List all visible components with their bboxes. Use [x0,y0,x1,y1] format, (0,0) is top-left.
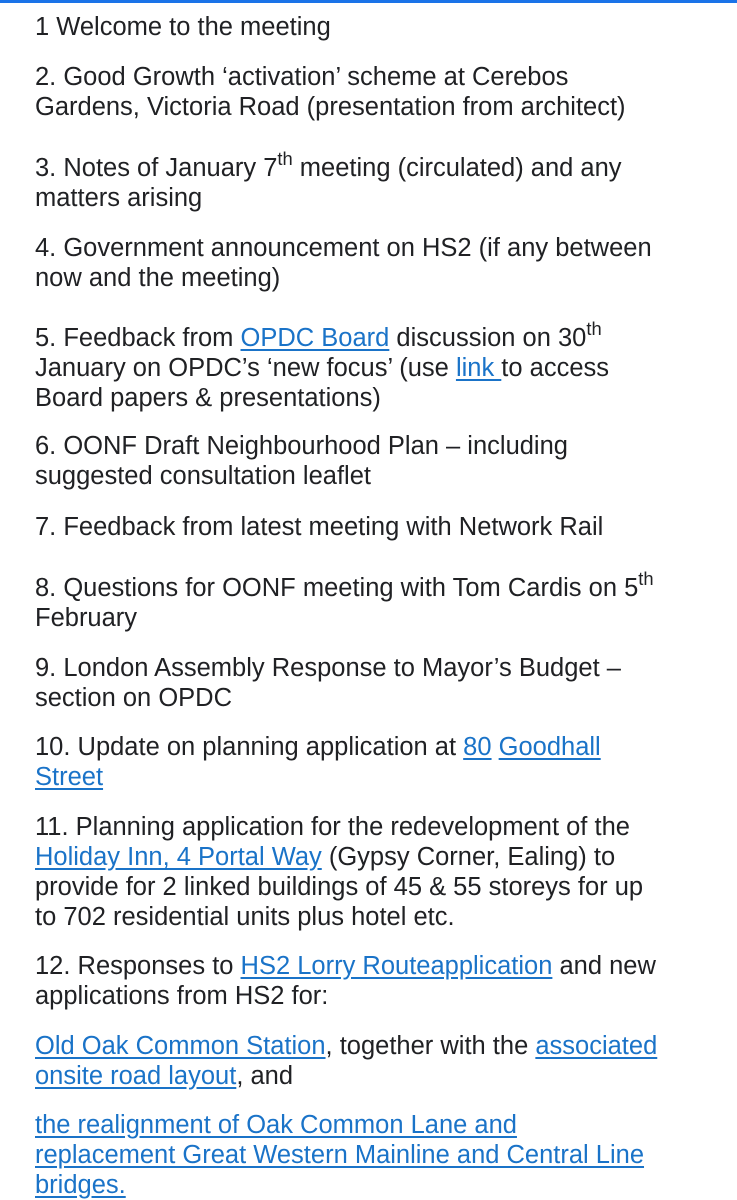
agenda-item-10-text-a: 10. Update on planning application at [35,733,464,761]
agenda-item-10 [35,732,730,792]
agenda-item-12-text-a: 12. Responses to [35,952,241,980]
agenda-item-4 [35,233,730,293]
agenda-item-9-line1: 9. London Assembly Response to Mayor’s Budget – [35,654,621,682]
goodhall-street-link-street[interactable]: Street [35,763,104,791]
ordinal-suffix: th [277,147,293,169]
goodhall-street-link-80[interactable]: 80 [463,733,492,761]
agenda-item-5-text-c: January on OPDC’s ‘new focus’ (use [35,354,456,382]
agenda-item-9-line2: section on OPDC [35,684,233,712]
agenda-item-2-line1: 2. Good Growth ‘activation’ scheme at Cerebos [35,63,569,91]
agenda-item-8-text-a: 8. Questions for OONF meeting with Tom Cardis on 5 [35,574,639,602]
agenda-item-10-space [492,733,499,761]
agenda-item-13-text-b: , together with the [325,1032,536,1060]
agenda-item-5-line3: Board papers & presentations) [35,384,381,412]
top-rule [0,0,737,3]
agenda-item-12-sub-b [35,1110,730,1200]
opdc-board-link[interactable]: OPDC Board [240,324,390,352]
agenda-item-1-text: 1 Welcome to the meeting [35,13,331,41]
goodhall-street-link-name[interactable]: Goodhall [498,733,601,761]
agenda-item-11 [35,812,730,932]
old-oak-common-station-link[interactable]: Old Oak Common Station [35,1032,326,1060]
ordinal-suffix: th [638,567,654,589]
agenda-item-5-text-b: discussion on 30 [389,324,587,352]
agenda-item-3-text-b: meeting (circulated) and any [292,154,622,182]
agenda-item-12-sub-a [35,1031,730,1091]
agenda-item-6 [35,431,730,491]
agenda-item-2-line2: Gardens, Victoria Road (presentation from architect) [35,93,626,121]
associated-road-layout-link-a[interactable]: associated [535,1032,658,1060]
agenda-item-12 [35,951,730,1011]
agenda-item-11-text-b: (Gypsy Corner, Ealing) to [321,843,616,871]
agenda-item-6-line2: suggested consultation leaflet [35,462,371,490]
agenda-item-7-text: 7. Feedback from latest meeting with Network Rail [35,513,604,541]
agenda-item-3-text-a: 3. Notes of January 7 [35,154,278,182]
oak-common-lane-link-line1[interactable]: the realignment of Oak Common Lane and [35,1111,517,1139]
agenda-item-2 [35,62,730,122]
oak-common-lane-link-line2[interactable]: replacement Great Western Mainline and Central Line [35,1141,645,1169]
oak-common-lane-link-line3[interactable]: bridges. [35,1171,126,1199]
agenda-item-6-line1: 6. OONF Draft Neighbourhood Plan – including [35,432,568,460]
agenda-item-12-text-b: and new [552,952,656,980]
agenda-item-9 [35,653,730,713]
hs2-lorry-route-link[interactable]: HS2 Lorry Routeapplication [240,952,553,980]
agenda-item-5 [35,317,730,413]
holiday-inn-link[interactable]: Holiday Inn, 4 Portal Way [35,843,322,871]
agenda-item-11-line1: 11. Planning application for the redevelopment of the [35,813,630,841]
agenda-item-4-line1: 4. Government announcement on HS2 (if any between [35,234,652,262]
agenda-item-3-line2: matters arising [35,184,203,212]
agenda-item-8-line2: February [35,604,138,632]
associated-road-layout-link-b[interactable]: onsite road layout [35,1062,237,1090]
agenda-item-11-line3: provide for 2 linked buildings of 45 & 55 storeys for up [35,873,644,901]
agenda-item-4-line2: now and the meeting) [35,264,281,292]
agenda-item-1 [35,12,730,42]
agenda-item-11-line4: to 702 residential units plus hotel etc. [35,903,455,931]
agenda-item-5-text-d: to access [501,354,610,382]
agenda-item-12-line2: applications from HS2 for: [35,982,329,1010]
board-papers-link[interactable]: link [455,354,502,382]
agenda-item-7 [35,512,730,542]
agenda-item-8 [35,567,730,633]
ordinal-suffix: th [586,317,602,339]
agenda-item-3 [35,147,730,213]
agenda-item-5-text-a: 5. Feedback from [35,324,241,352]
agenda-item-13-text-c: , and [236,1062,294,1090]
